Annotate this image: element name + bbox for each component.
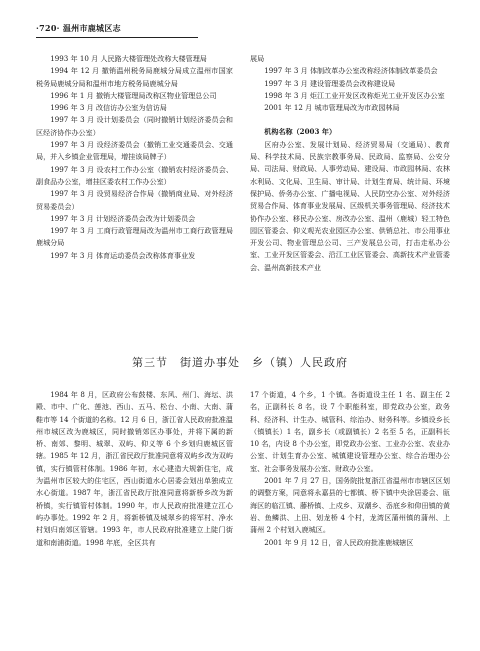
chronicle-entry: 1997 年 3 月 体制改革办公室改称经济体制改革委员会 (264, 66, 438, 76)
chronicle-entry: 1997 年 3 月 设计划委员会（同时撤销计划经济委员会和区经济协作办公室） (36, 115, 233, 137)
running-header: ·720· 温州市鹿城区志 (36, 23, 121, 33)
body-paragraph: 2001 年 7 月 27 日，国务院批复浙江省温州市市辖区区划的调整方案，同意将永嘉县的七都镇、桥下镇中央涂居委会、瓯海区的临江镇、藤桥镇、上戍乡、双潮乡、岙底乡和仰田镇的黄岩、鱼鳞洪、上田、划龙桥 4 个村，龙湾区蒲州镇的蒲州、上蒲州 2 个村划入鹿城区。 (250, 476, 450, 535)
subsection-heading: 机构名称（2003 年） (264, 127, 337, 137)
section-title: 第三节 街道办事处 乡（镇）人民政府 (132, 356, 348, 369)
chronicle-entry: 1997 年 3 月 计划经济委员会改为计划委员会 (50, 213, 196, 223)
chronicle-entry: 1996 年 1 月 撤销大楼管理局改称区物业管理总公司 (50, 90, 217, 100)
continuation-text: 展局 (250, 54, 265, 63)
body-paragraph: 17 个街道，4 个乡，1 个镇。各街道设主任 1 名、副主任 2 名，正副科长 8 名，设 7 个职能科室，即党政办公室，政务科、经济科、计生办、城管科、综治办、财务科等。乡镇设乡长（镇镇长）1 名，副乡长（或副镇长）2 名至 5 名，正副科长 10 名，内设 8 个办公室，即党政办公室、工业办公室、农业办公室、计划生育办公室、城镇建设管理办公室、综合治理办公室、社会事务发展办公室、财政办公室。 (250, 390, 450, 473)
bottom-right-column (250, 389, 450, 549)
chronicle-entry: 1998 年 3 月 炬江工业开发区改称炬光工业开发区办公室 (264, 90, 445, 100)
top-left-column (36, 53, 233, 262)
chronicle-entry: 1997 年 3 月 体育运动委员会改称体育事业发 (50, 250, 196, 260)
chronicle-entry: 1993 年 10 月 人民路大楼管理处改称大楼管理局 (50, 54, 207, 63)
body-paragraph: 2001 年 9 月 12 日，省人民政府批准鹿城辖区 (264, 537, 414, 547)
top-right-column (250, 53, 450, 274)
chronicle-entry: 2001 年 12 月 城市管理局改为市政园林局 (264, 103, 400, 113)
chronicle-entry: 1994 年 12 月 撤销温州税务局鹿城分局成立温州市国家税务局鹿城分局和温州市地方税务局鹿城分局 (36, 66, 233, 88)
bottom-left-column (36, 389, 233, 549)
header-rule (36, 37, 198, 38)
chronicle-entry: 1997 年 3 月 工商行政管理局改为温州市工商行政管理局鹿城分局 (36, 226, 233, 248)
chronicle-entry: 1997 年 3 月 设经济委员会（撤销工业交通委员会、交通局，并入乡镇企业管理局，增挂该局牌子） (36, 140, 233, 162)
chronicle-entry: 1997 年 3 月 设贸易经济合作局（撤销商业局、对外经济贸易委员会） (36, 189, 233, 211)
chronicle-entry: 1996 年 3 月 改信访办公室为信访局 (50, 103, 167, 113)
chronicle-entry: 1997 年 3 月 建设管理委员会改称建设局 (264, 78, 396, 88)
chronicle-entry: 1997 年 3 月 设农村工作办公室（撤销农村经济委员会、副食品办公室，增挂区委农村工作办公室） (36, 164, 233, 186)
agency-list: 区府办公室、发展计划局、经济贸易局（交通局）、教育局、科学技术局、民族宗教事务局、民政局、监察局、公安分局、司法局、财政局、人事劳动局、建设局、市政园林局、农林水利局、文化局、卫生局、审计局、计划生育局、统计局、环境保护局、侨务办公室、广播电视局、人民防空办公室、对外经济贸易合作局、体育事业发展局、区级机关事务管理局、经济技术协作办公室、移民办公室、房改办公室、温州（鹿城）轻工特色园区管委会、仰义观光农业园区办公室、供销总社、市公用事业开发公司、物业管理总公司、三产发展总公司，打击走私办公室、工业开发区管委会、沿江工业区管委会、高新技术产业管委会、温州高新技术产业 (250, 139, 450, 272)
body-paragraph: 1984 年 8 月，区政府公布鼓楼、东风、州门、海坛、洪殿、市中、广化、莲池、西山、五马、松台、小南、大南、蒲鞋市等 14 个街道的名称。12 月 6 日，浙江省人民政府批准温州市城区改为鹿城区，同时撤销郊区办事处，并将下属的新桥、南郊、黎明、城翠、双屿、仰义等 6 个乡划归鹿城区管辖。1985 年 12 月，浙江省民政厅批准同意将双屿乡改为双屿镇，实行镇管村体制。1986 年初，水心建造大规新住宅，成为温州市区较大的住宅区，西山街道水心居委会划出单独成立水心街道。1987 年，浙江省民政厅批准同意将新桥乡改为新桥镇，实行镇管村体制。1990 年，市人民政府批准建立江心屿办事处。1992 年 2 月，将新桥镇及城翠乡的将军村、净水村划归南郊区管辖。1993 年，市人民政府批准建立上陡门街道和南浦街道。1998 年底，全区共有 (36, 390, 233, 547)
